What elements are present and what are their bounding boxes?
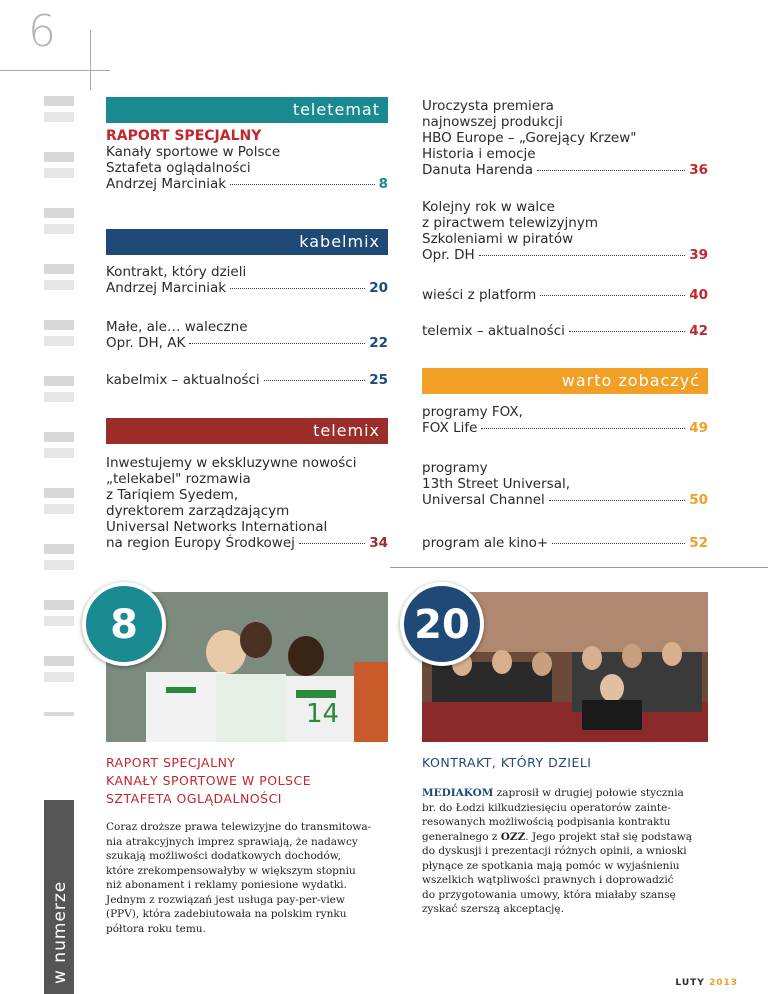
section-bar-teletemat: teletemat: [106, 97, 388, 123]
divider: [390, 567, 768, 568]
entry-title: telemix – aktualności: [422, 323, 565, 339]
page-ref: 8: [378, 176, 388, 192]
entry-title: „telekabel" rozmawia: [106, 471, 251, 487]
body-line: nia atrakcyjnych imprez sprawiają, że nadawcy: [106, 835, 358, 848]
body-line: generalnego z: [422, 830, 501, 843]
toc-entry[interactable]: [422, 535, 708, 551]
body-line: (PPV), która zadebiutowała na polskim rynku: [106, 908, 347, 920]
body-line: szukają możliwości dodatkowych dochodów,: [106, 850, 341, 862]
page-badge: 8: [82, 582, 166, 666]
body-line: które zrekompensowałyby w większym stopniu: [106, 864, 356, 877]
entry-title: FOX Life: [422, 420, 478, 436]
entry-title: Małe, ale… waleczne: [106, 319, 248, 335]
feature-heading: [106, 754, 311, 808]
body-line: półtora roku temu.: [106, 922, 206, 935]
body-line: zaprosił w drugiej połowie stycznia: [493, 787, 684, 799]
page-ref: 40: [689, 287, 708, 303]
body-line: Jednym z rozwiązań jest usługa pay-per-view: [106, 893, 345, 906]
divider: [0, 70, 110, 71]
toc-entry[interactable]: [422, 98, 708, 178]
divider: [90, 30, 91, 90]
body-line: br. do Łodzi kilkudziesięciu operatorów zainte-: [422, 801, 671, 814]
entry-title: HBO Europe – „Gorejący Krzew": [422, 130, 637, 146]
bold-term: OZZ: [500, 830, 526, 843]
entry-title: Universal Networks International: [106, 519, 328, 535]
body-line: do dyskusji i prezentacji różnych opinii, a wnioski: [422, 845, 687, 857]
body-line: . Jego projekt stał się podstawą: [525, 830, 692, 843]
entry-title: dyrektorem zarządzającym: [106, 503, 290, 519]
page-ref: 50: [689, 492, 708, 508]
toc-entry[interactable]: [422, 404, 708, 436]
page-ref: 25: [369, 372, 388, 388]
issue-month: LUTY: [675, 978, 705, 988]
entry-author: Danuta Harenda: [422, 162, 534, 178]
entry-title: z piractwem telewizyjnym: [422, 215, 598, 231]
feature-title: SZTAFETA OGLĄDALNOŚCI: [106, 791, 282, 806]
issue-year: 2013: [708, 978, 738, 988]
entry-title: programy: [422, 460, 488, 476]
svg-text:14: 14: [306, 699, 340, 729]
page-ref: 20: [369, 280, 388, 296]
lead-word: MEDIAKOM: [422, 787, 494, 799]
page-badge: 20: [400, 582, 484, 666]
entry-title: programy FOX,: [422, 404, 523, 420]
toc-entry[interactable]: [422, 199, 708, 263]
entry-title: Universal Channel: [422, 492, 545, 508]
entry-title: program ale kino+: [422, 535, 549, 551]
entry-title: Inwestujemy w ekskluzywne nowości: [106, 455, 357, 471]
feature-title: KANAŁY SPORTOWE W POLSCE: [106, 773, 312, 788]
entry-title: z Tariqiem Syedem,: [106, 487, 239, 503]
body-line: zyskać szerszą akceptację.: [422, 903, 564, 915]
page-ref: 36: [689, 162, 708, 178]
toc-entry[interactable]: [106, 264, 388, 296]
feature-body: [106, 820, 388, 936]
body-line: wszelkich wątpliwości prawnych i doprowadzić: [422, 874, 674, 886]
page-ref: 22: [369, 335, 388, 351]
entry-title: Kanały sportowe w Polsce: [106, 144, 281, 160]
entry-title: Kontrakt, który dzieli: [106, 264, 247, 280]
feature-body: [422, 786, 710, 917]
entry-author: Opr. DH: [422, 247, 475, 263]
entry-title: Szkoleniami w piratów: [422, 231, 574, 247]
body-line: niż abonament i reklamy poniesione wydatki.: [106, 879, 347, 891]
toc-entry[interactable]: [106, 455, 388, 551]
entry-title: Kolejny rok w walce: [422, 199, 555, 215]
toc-entry[interactable]: [422, 323, 708, 339]
entry-author: Andrzej Marciniak: [106, 176, 227, 192]
section-bar-kabelmix: kabelmix: [106, 229, 388, 255]
page-ref: 52: [689, 535, 708, 551]
entry-title: kabelmix – aktualności: [106, 372, 260, 388]
entry-title: na region Europy Środkowej: [106, 535, 295, 551]
toc-entry[interactable]: [106, 128, 388, 192]
body-line: płynące ze spotkania mają pomóc w wyjaśnieniu: [422, 859, 680, 872]
body-line: Coraz droższe prawa telewizyjne do transmitowa-: [106, 821, 372, 833]
section-bar-warto-zobaczyc: warto zobaczyć: [422, 368, 708, 394]
entry-title: 13th Street Universal,: [422, 476, 571, 492]
entry-author: Opr. DH, AK: [106, 335, 186, 351]
entry-title: wieści z platform: [422, 287, 537, 303]
toc-entry[interactable]: [106, 319, 388, 351]
kicker: RAPORT SPECJALNY: [106, 128, 262, 144]
page-ref: 42: [689, 323, 708, 339]
page-number: 6: [28, 6, 56, 57]
toc-entry[interactable]: [422, 460, 708, 508]
page-ref: 34: [369, 535, 388, 551]
feature-kicker: RAPORT SPECJALNY: [106, 755, 236, 770]
toc-entry[interactable]: [106, 372, 388, 388]
page-ref: 49: [689, 420, 708, 436]
entry-title: Uroczysta premiera: [422, 98, 554, 114]
decorative-stripes: [44, 96, 74, 716]
page-ref: 39: [689, 247, 708, 263]
entry-author: Andrzej Marciniak: [106, 280, 227, 296]
toc-entry[interactable]: [422, 287, 708, 303]
entry-title: Historia i emocje: [422, 146, 536, 162]
entry-title: najnowszej produkcji: [422, 114, 563, 130]
body-line: do przygotowania umowy, która miałaby szansę: [422, 888, 676, 901]
feature-title: KONTRAKT, KTÓRY DZIELI: [422, 755, 592, 770]
section-bar-telemix: telemix: [106, 418, 388, 444]
issue-date: [675, 978, 738, 988]
entry-title: Sztafeta oglądalności: [106, 160, 251, 176]
body-line: resowanych możliwością podpisania kontraktu: [422, 816, 671, 828]
section-side-label: w numerze: [44, 800, 74, 994]
